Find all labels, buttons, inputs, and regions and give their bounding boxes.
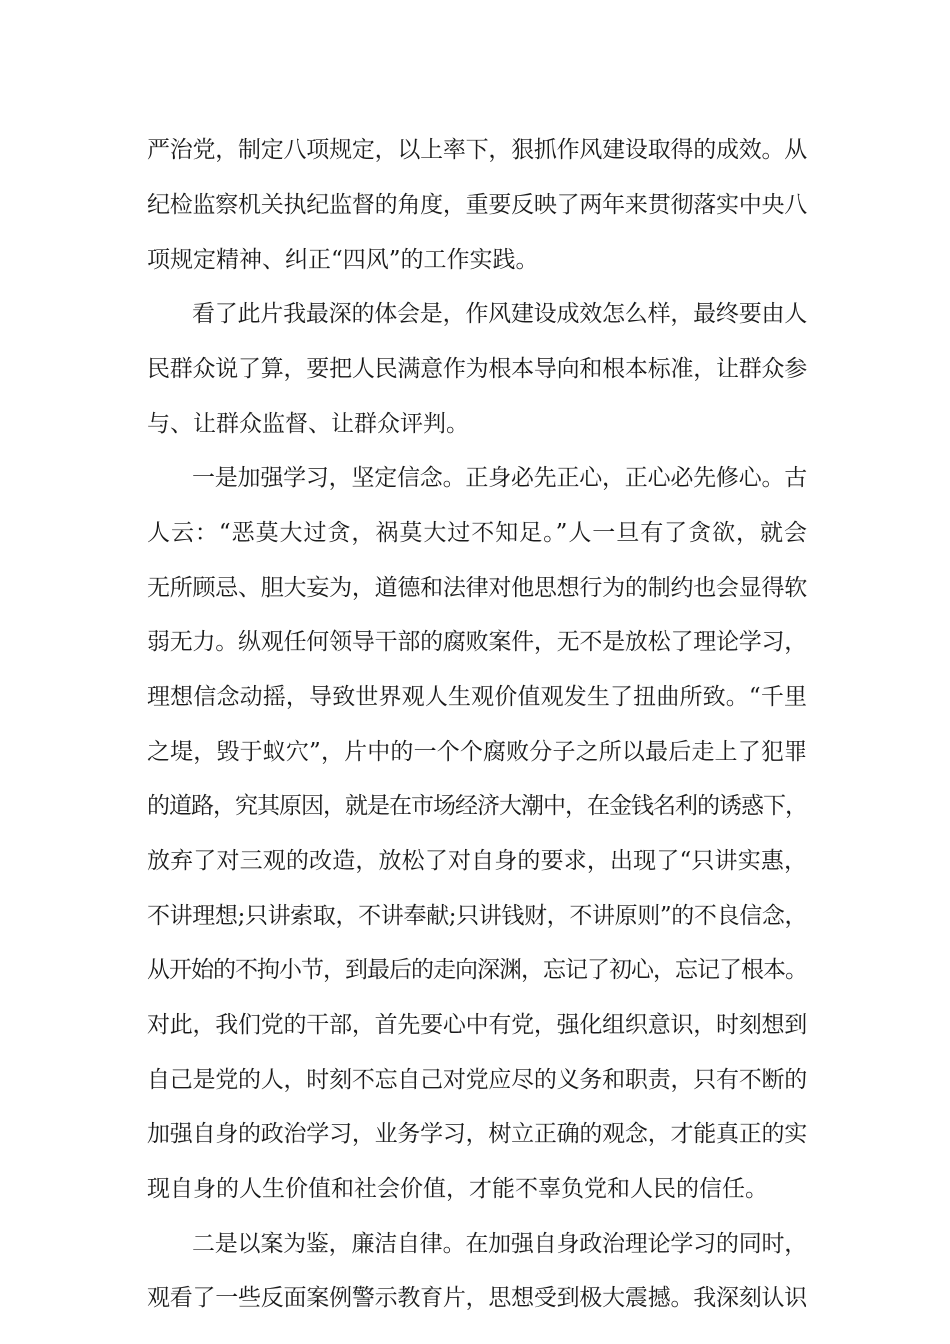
text-line: 严治党，制定八项规定，以上率下，狠抓作风建设取得的成效。从 <box>147 137 807 163</box>
text-line: 放弃了对三观的改造，放松了对自身的要求，出现了“只讲实惠， <box>147 848 807 874</box>
text-line: 现自身的人生价值和社会价值，才能不辜负党和人民的信任。 <box>147 1176 768 1202</box>
paragraph-first-line: 一是加强学习，坚定信念。正身必先正心，正心必先修心。古 <box>192 465 807 491</box>
text-line: 观看了一些反面案例警示教育片，思想受到极大震撼。我深刻认识 <box>147 1285 807 1311</box>
text-line: 民群众说了算，要把人民满意作为根本导向和根本标准，让群众参 <box>147 356 807 382</box>
text-line: 自己是党的人，时刻不忘自己对党应尽的义务和职责，只有不断的 <box>147 1067 807 1093</box>
text-line: 不讲理想;只讲索取，不讲奉献;只讲钱财，不讲原则”的不良信念， <box>147 903 807 929</box>
text-line: 与、让群众监督、让群众评判。 <box>147 411 469 437</box>
paragraph-first-line: 看了此片我最深的体会是，作风建设成效怎么样，最终要由人 <box>192 301 807 327</box>
text-line: 弱无力。纵观任何领导干部的腐败案件，无不是放松了理论学习， <box>147 629 807 655</box>
text-line: 纪检监察机关执纪监督的角度，重要反映了两年来贯彻落实中央八 <box>147 192 807 218</box>
text-line: 从开始的不拘小节，到最后的走向深渊，忘记了初心，忘记了根本。 <box>147 957 807 983</box>
text-line: 加强自身的政治学习，业务学习，树立正确的观念，才能真正的实 <box>147 1121 807 1147</box>
text-line: 人云：“恶莫大过贪，祸莫大过不知足。”人一旦有了贪欲，就会 <box>147 520 807 546</box>
text-line: 理想信念动摇，导致世界观人生观价值观发生了扭曲所致。“千里 <box>147 684 807 710</box>
text-line: 的道路，究其原因，就是在市场经济大潮中，在金钱名利的诱惑下， <box>147 793 807 819</box>
text-line: 项规定精神、纠正“四风”的工作实践。 <box>147 247 539 273</box>
text-line: 无所顾忌、胆大妄为，道德和法律对他思想行为的制约也会显得软 <box>147 575 807 601</box>
text-line: 之堤，毁于蚁穴”，片中的一个个腐败分子之所以最后走上了犯罪 <box>147 739 807 765</box>
paragraph-first-line: 二是以案为鉴，廉洁自律。在加强自身政治理论学习的同时， <box>192 1231 807 1257</box>
text-line: 对此，我们党的干部，首先要心中有党，强化组织意识，时刻想到 <box>147 1012 807 1038</box>
